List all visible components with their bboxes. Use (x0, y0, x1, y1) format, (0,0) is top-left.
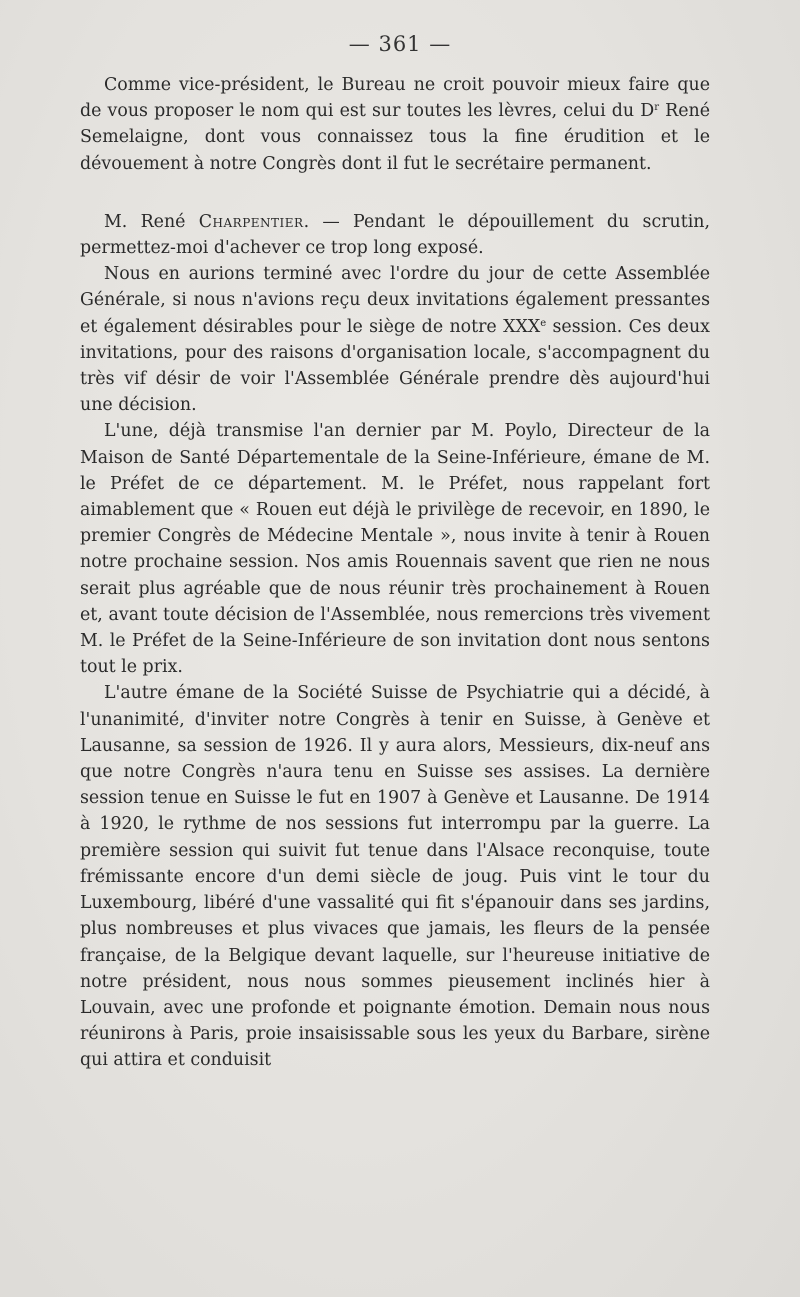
paragraph-speaker-charpentier (80, 209, 710, 261)
paragraph-text: Comme vice-président, le Bureau ne croit pouvoir mieux faire que de vous proposer le nom qui est sur toutes les lèvres, celui du D (80, 75, 710, 122)
speaker-name: Charpentier (198, 211, 304, 232)
paragraph-invitations (80, 261, 710, 418)
paragraph-swiss-invitation: L'autre émane de la Société Suisse de Psychiatrie qui a décidé, à l'unanimité, d'inviter notre Congrès à tenir en Suisse, à Genève et Lausanne, sa session de 1926. Il y aura alors, Messieurs, dix-neuf ans que notre Congrès n'aura tenu en Suisse ses assises. La dernière session tenue en Suisse le fut en 1907 à Genève et Lausanne. De 1914 à 1920, le rythme de nos sessions fut interrompu par la guerre. La première session qui suivit fut tenue dans l'Alsace reconquise, toute frémissante encore d'un demi siècle de joug. Puis vint le tour du Luxembourg, libéré d'une vassalité qui fit s'épanouir dans ses jardins, plus nombreuses et plus vivaces que jamais, les fleurs de la pensée française, de la Belgique devant laquelle, sur l'heureuse initiative de notre président, nous nous sommes pieusement inclinés hier à Louvain, avec une profonde et poignante émotion. Demain nous nous réunirons à Paris, proie insaisissable sous les yeux du Barbare, sirène qui attira et conduisit (80, 683, 710, 1071)
superscript: e (540, 317, 547, 329)
paragraph-text: . — Pendant le dépouillement du scrutin, permettez-moi d'achever ce trop long exposé. (80, 211, 710, 259)
paragraph-text: René Semelaigne, dont vous connaissez tous la fine érudition et le dévouement à notre Congrès dont il fut le secrétaire permanent. (80, 101, 710, 174)
paragraph-gap (80, 177, 710, 209)
speaker-prefix: M. René (104, 211, 199, 232)
paragraph-vice-president (80, 72, 710, 177)
page-number: — 361 — (348, 32, 452, 56)
paragraph-text: session. Ces deux invitations, pour des raisons d'organisation locale, s'accompagnent du très vif désir de voir l'Assemblée Générale prendre dès aujourd'hui une décision. (80, 316, 710, 416)
superscript: r (654, 102, 659, 114)
paragraph-text: Nous en aurions terminé avec l'ordre du jour de cette Assemblée Générale, si nous n'avions reçu deux invitations également pressantes et également désirables pour le siège de notre XXX (80, 264, 710, 337)
paragraph-rouen-invitation: L'une, déjà transmise l'an dernier par M. Poylo, Directeur de la Maison de Santé Départementale de la Seine-Inférieure, émane de M. le Préfet de ce département. M. le Préfet, nous rappelant fort aimablement que « Rouen eut déjà le privilège de recevoir, en 1890, le premier Congrès de Médecine Mentale », nous invite à tenir à Rouen notre prochaine session. Nos amis Rouennais savent que rien ne nous serait plus agréable que de nous réunir très prochainement à Rouen et, avant toute décision de l'Assemblée, nous remercions très vivement M. le Préfet de la Seine-Inférieure de son invitation dont nous sentons tout le prix. (80, 421, 710, 678)
text-column (80, 72, 710, 1074)
